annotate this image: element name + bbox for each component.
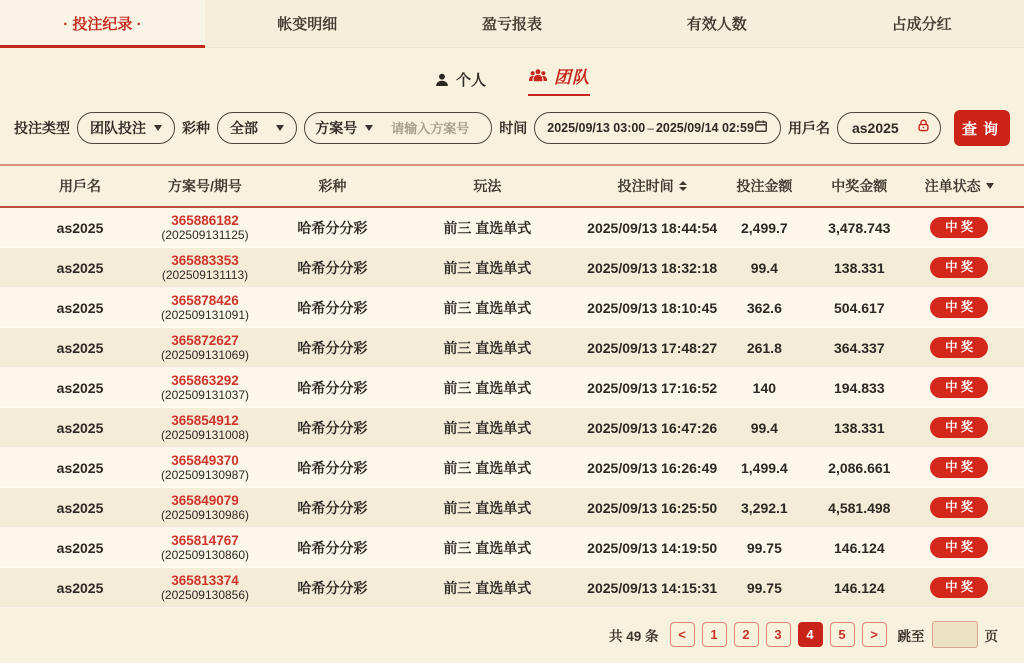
chevron-down-icon[interactable] <box>365 125 373 131</box>
date-separator: – <box>647 121 654 135</box>
col-plan-no: 方案号/期号 <box>168 178 242 194</box>
col-play: 玩法 <box>473 178 502 194</box>
status-badge[interactable]: 中奖 <box>930 537 988 558</box>
table-row <box>0 448 1024 488</box>
period-no: (202509131091) <box>160 308 250 322</box>
cell-win-amount: 138.331 <box>834 419 885 436</box>
cell-username: as2025 <box>56 339 104 356</box>
page-button-5[interactable]: 5 <box>830 622 855 647</box>
team-icon <box>528 67 548 85</box>
cell-plan-no <box>140 373 270 402</box>
cell-status <box>914 217 1004 238</box>
status-badge[interactable]: 中奖 <box>930 217 988 238</box>
cell-lottery: 哈希分分彩 <box>297 499 368 516</box>
cell-status <box>914 497 1004 518</box>
status-badge[interactable]: 中奖 <box>930 497 988 518</box>
jump-to-label: 跳至 <box>897 628 925 644</box>
cell-username: as2025 <box>56 459 104 476</box>
pagination <box>0 621 1024 648</box>
status-badge[interactable]: 中奖 <box>930 457 988 478</box>
plan-no-input[interactable] <box>389 120 493 137</box>
cell-win-amount: 364.337 <box>834 339 885 356</box>
period-no: (202509131008) <box>160 428 250 442</box>
status-badge[interactable]: 中奖 <box>930 377 988 398</box>
table-row <box>0 368 1024 408</box>
cell-bet-amount: 3,292.1 <box>740 499 788 516</box>
cell-win-amount: 194.833 <box>834 379 885 396</box>
chevron-down-icon <box>276 125 284 131</box>
cell-win-amount: 3,478.743 <box>828 219 891 236</box>
person-icon <box>434 72 450 88</box>
status-badge[interactable]: 中奖 <box>930 297 988 318</box>
cell-plan-no <box>140 333 270 362</box>
table-row <box>0 408 1024 448</box>
col-username: 用戶名 <box>59 178 102 194</box>
cell-win-amount: 146.124 <box>834 579 885 596</box>
plan-no-link[interactable]: 365849079 <box>171 493 239 508</box>
cell-status <box>914 297 1004 318</box>
cell-lottery: 哈希分分彩 <box>297 419 368 436</box>
cell-bet-time: 2025/09/13 14:15:31 <box>587 579 718 596</box>
cell-status <box>914 377 1004 398</box>
cell-username: as2025 <box>56 539 104 556</box>
calendar-icon <box>754 119 768 138</box>
sort-icon[interactable] <box>679 181 687 191</box>
chevron-down-icon <box>154 125 162 131</box>
cell-play: 前三 直选单式 <box>443 339 532 356</box>
table-header <box>0 164 1024 208</box>
date-range-picker[interactable] <box>534 112 781 144</box>
cell-lottery: 哈希分分彩 <box>297 539 368 556</box>
cell-bet-time: 2025/09/13 16:47:26 <box>587 419 718 436</box>
cell-win-amount: 138.331 <box>834 259 885 276</box>
table-row <box>0 328 1024 368</box>
period-no: (202509130986) <box>160 508 250 522</box>
cell-bet-amount: 99.4 <box>750 259 778 276</box>
scope-subtabs <box>0 64 1024 96</box>
table-row <box>0 568 1024 608</box>
status-badge[interactable]: 中奖 <box>930 257 988 278</box>
tab-commission-dividend[interactable]: 占成分红 <box>891 16 952 33</box>
top-tab-bar <box>0 0 1024 48</box>
lottery-select[interactable] <box>217 112 297 144</box>
plan-no-link[interactable]: 365872627 <box>171 333 239 348</box>
cell-play: 前三 直选单式 <box>443 459 532 476</box>
cell-bet-amount: 99.75 <box>746 539 782 556</box>
period-no: (202509131125) <box>161 228 249 242</box>
cell-status <box>914 257 1004 278</box>
filter-icon[interactable] <box>986 183 994 189</box>
cell-bet-time: 2025/09/13 18:10:45 <box>587 299 718 316</box>
page-button-3[interactable]: 3 <box>766 622 791 647</box>
col-win-amount: 中奖金额 <box>831 178 888 194</box>
cell-username: as2025 <box>56 579 104 596</box>
date-end: 2025/09/14 02:59 <box>655 121 754 135</box>
cell-win-amount: 504.617 <box>834 299 885 316</box>
plan-no-link[interactable]: 365863292 <box>171 373 239 388</box>
period-no: (202509130987) <box>160 468 250 482</box>
cell-username: as2025 <box>56 379 104 396</box>
plan-no-link[interactable]: 365878426 <box>171 293 239 308</box>
username-label: 用戶名 <box>787 120 830 136</box>
period-no: (202509130856) <box>160 588 250 602</box>
cell-plan-no <box>140 533 270 562</box>
cell-lottery: 哈希分分彩 <box>297 459 368 476</box>
cell-lottery: 哈希分分彩 <box>297 579 368 596</box>
cell-bet-amount: 261.8 <box>746 339 782 356</box>
subtab-personal[interactable] <box>434 69 486 96</box>
period-no: (202509131069) <box>160 348 250 362</box>
cell-plan-no <box>140 293 270 322</box>
prev-page-button[interactable]: < <box>670 622 695 647</box>
total-count: 共 49 条 <box>608 628 659 644</box>
cell-bet-time: 2025/09/13 16:25:50 <box>587 499 718 516</box>
plan-no-link[interactable]: 365886182 <box>171 213 239 228</box>
plan-no-link[interactable]: 365813374 <box>171 573 239 588</box>
cell-plan-no <box>140 213 270 242</box>
lottery-label: 彩种 <box>182 120 210 136</box>
cell-bet-time: 2025/09/13 18:44:54 <box>587 219 718 236</box>
cell-play: 前三 直选单式 <box>443 579 532 596</box>
col-status[interactable]: 注单状态 <box>914 176 1004 196</box>
table-row <box>0 488 1024 528</box>
cell-win-amount: 2,086.661 <box>828 459 891 476</box>
cell-play: 前三 直选单式 <box>443 539 532 556</box>
status-badge[interactable]: 中奖 <box>930 577 988 598</box>
subtab-team-label: 团队 <box>554 68 590 87</box>
cell-play: 前三 直选单式 <box>443 259 532 276</box>
tab-bet-records[interactable]: · 投注纪录 · <box>0 0 205 47</box>
cell-bet-amount: 99.4 <box>750 419 778 436</box>
page-button-1[interactable]: 1 <box>702 622 727 647</box>
table-body <box>0 208 1024 608</box>
table-row <box>0 208 1024 248</box>
cell-lottery: 哈希分分彩 <box>297 379 368 396</box>
cell-win-amount: 146.124 <box>834 539 885 556</box>
cell-play: 前三 直选单式 <box>443 299 532 316</box>
page-button-4-active[interactable]: 4 <box>798 622 823 647</box>
cell-bet-time: 2025/09/13 17:16:52 <box>587 379 718 396</box>
jump-page-input[interactable] <box>932 621 978 648</box>
plan-no-link[interactable]: 365854912 <box>171 413 239 428</box>
period-no: (202509130860) <box>160 548 250 562</box>
cell-username: as2025 <box>56 299 104 316</box>
plan-no-link[interactable]: 365849370 <box>171 453 239 468</box>
lock-icon <box>916 118 931 138</box>
status-badge[interactable]: 中奖 <box>930 417 988 438</box>
tab-account-changes[interactable]: 帐变明细 <box>277 16 338 33</box>
cell-bet-amount: 362.6 <box>746 299 782 316</box>
cell-username: as2025 <box>56 499 104 516</box>
search-button[interactable]: 查询 <box>954 110 1010 146</box>
cell-play: 前三 直选单式 <box>443 379 532 396</box>
table-row <box>0 288 1024 328</box>
cell-bet-time: 2025/09/13 17:48:27 <box>587 339 718 356</box>
cell-plan-no <box>140 453 270 482</box>
col-bet-time[interactable]: 投注时间 <box>580 176 725 196</box>
cell-status <box>914 577 1004 598</box>
username-field-wrap <box>837 112 941 144</box>
cell-play: 前三 直选单式 <box>443 419 532 436</box>
plan-no-combo <box>304 112 492 144</box>
plan-no-link[interactable]: 365883353 <box>171 253 239 268</box>
page-button-2[interactable]: 2 <box>734 622 759 647</box>
cell-status <box>914 537 1004 558</box>
cell-plan-no <box>140 253 270 282</box>
bet-records-table <box>0 164 1024 608</box>
cell-win-amount: 4,581.498 <box>828 499 891 516</box>
col-lottery: 彩种 <box>318 178 347 194</box>
time-label: 时间 <box>499 120 528 136</box>
cell-status <box>914 457 1004 478</box>
table-row <box>0 528 1024 568</box>
cell-username: as2025 <box>56 259 104 276</box>
cell-bet-amount: 99.75 <box>746 579 782 596</box>
table-row <box>0 248 1024 288</box>
cell-status <box>914 337 1004 358</box>
cell-lottery: 哈希分分彩 <box>297 219 368 236</box>
plan-no-link[interactable]: 365814767 <box>171 533 239 548</box>
cell-plan-no <box>140 493 270 522</box>
cell-status <box>914 417 1004 438</box>
tab-profit-loss-report[interactable]: 盈亏报表 <box>481 16 542 33</box>
bet-type-label: 投注类型 <box>14 120 70 136</box>
period-no: (202509131037) <box>160 388 250 402</box>
col-bet-amount: 投注金额 <box>736 178 793 194</box>
cell-plan-no <box>140 573 270 602</box>
date-start: 2025/09/13 03:00 <box>547 121 646 135</box>
cell-bet-amount: 2,499.7 <box>740 219 788 236</box>
next-page-button[interactable]: > <box>862 622 887 647</box>
cell-lottery: 哈希分分彩 <box>297 339 368 356</box>
username-input[interactable] <box>850 119 916 137</box>
cell-lottery: 哈希分分彩 <box>297 299 368 316</box>
cell-bet-amount: 140 <box>752 379 777 396</box>
cell-plan-no <box>140 413 270 442</box>
lottery-value: 全部 <box>230 120 258 136</box>
filter-bar <box>0 110 1024 146</box>
plan-no-select[interactable]: 方案号 <box>315 120 358 136</box>
period-no: (202509131113) <box>161 268 249 282</box>
subtab-team[interactable] <box>528 63 590 96</box>
cell-bet-time: 2025/09/13 16:26:49 <box>587 459 718 476</box>
cell-bet-amount: 1,499.4 <box>740 459 788 476</box>
cell-bet-time: 2025/09/13 14:19:50 <box>587 539 718 556</box>
bet-type-select[interactable] <box>77 112 175 144</box>
bet-type-value: 团队投注 <box>90 120 146 136</box>
cell-play: 前三 直选单式 <box>443 219 532 236</box>
subtab-personal-label: 个人 <box>455 72 486 89</box>
tab-active-users[interactable]: 有效人数 <box>686 16 747 33</box>
cell-username: as2025 <box>56 419 104 436</box>
status-badge[interactable]: 中奖 <box>930 337 988 358</box>
cell-username: as2025 <box>56 219 104 236</box>
page-unit-label: 页 <box>984 628 998 644</box>
cell-lottery: 哈希分分彩 <box>297 259 368 276</box>
cell-bet-time: 2025/09/13 18:32:18 <box>587 259 718 276</box>
cell-play: 前三 直选单式 <box>443 499 532 516</box>
